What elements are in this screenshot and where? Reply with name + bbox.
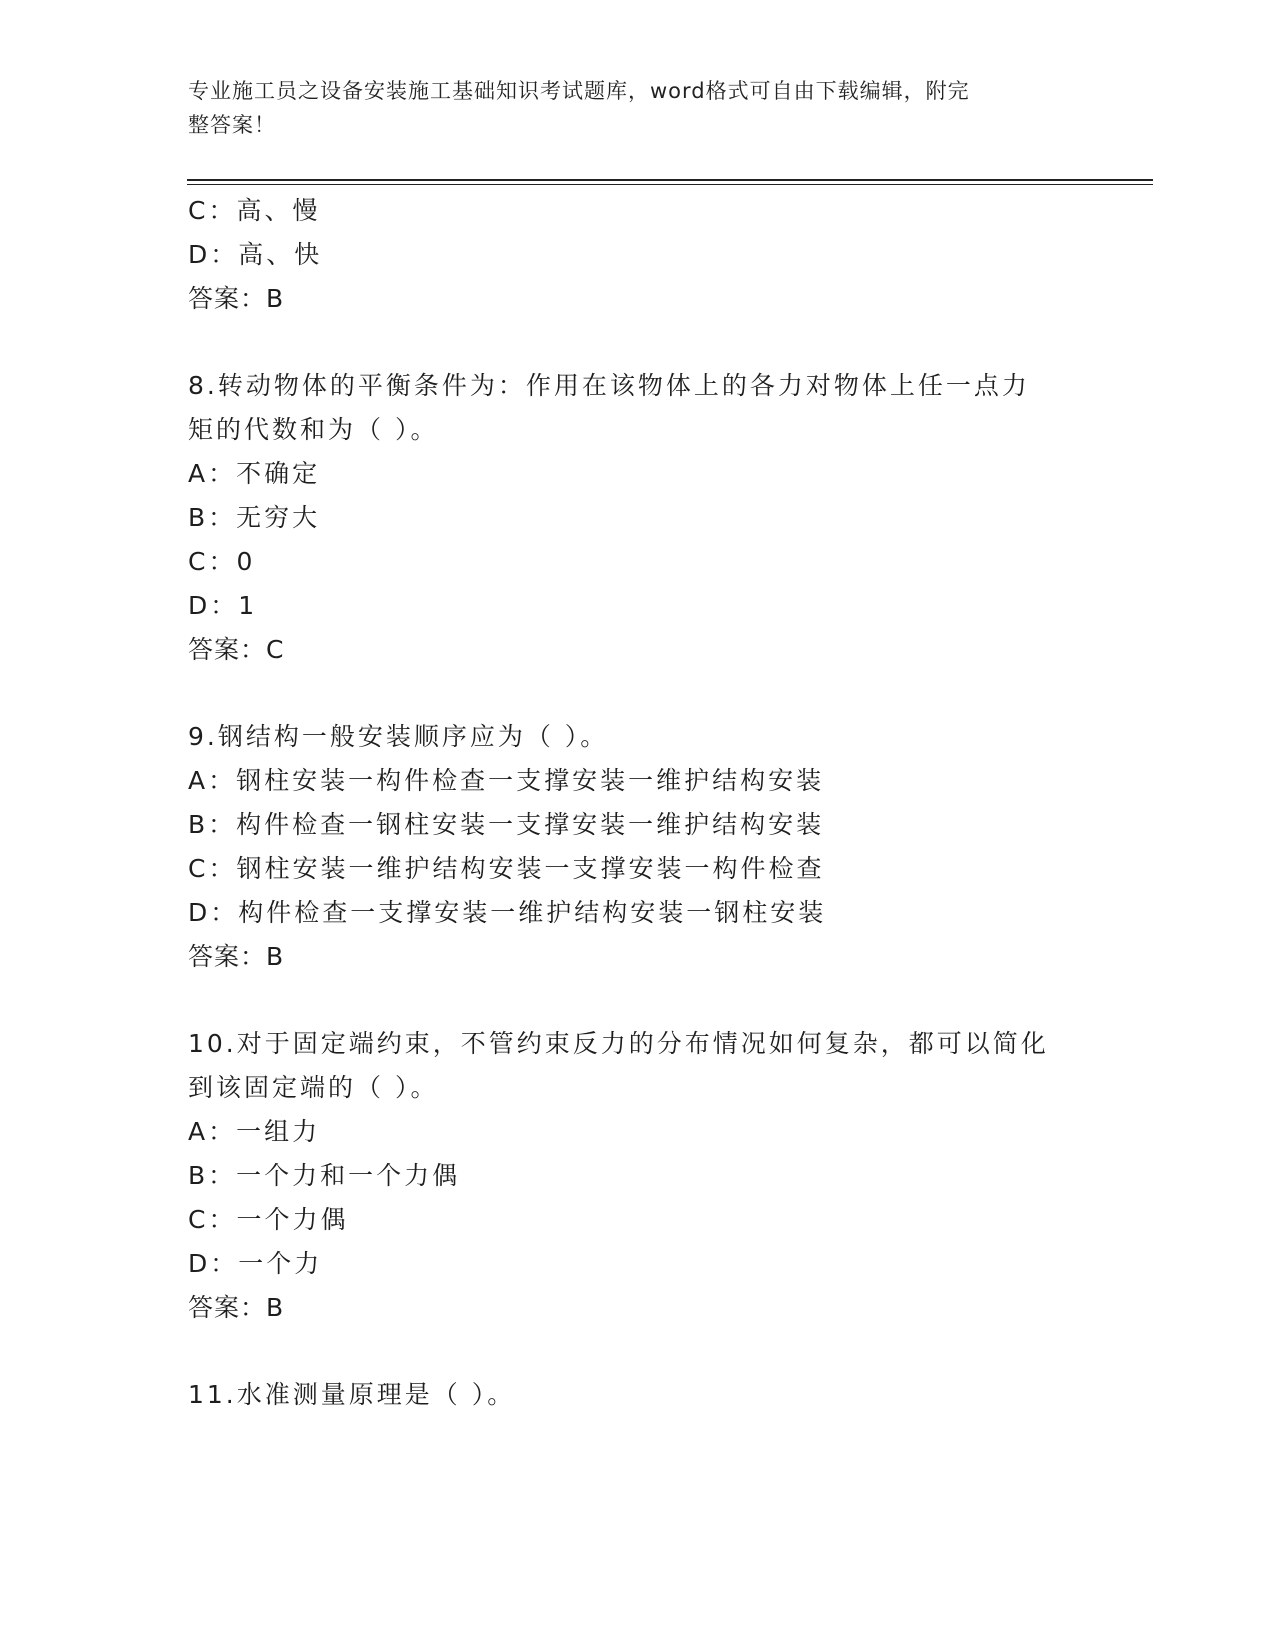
- q8-option-c: C：0: [188, 547, 256, 576]
- q10-stem-line-2: 到该固定端的（ ）。: [188, 1073, 439, 1102]
- q8-stem-line-1: 8.转动物体的平衡条件为：作用在该物体上的各力对物体上任一点力: [188, 371, 1030, 400]
- q8-stem-line-2: 矩的代数和为（ ）。: [188, 415, 439, 444]
- q10-option-a: A：一组力: [188, 1117, 321, 1146]
- q7-answer: 答案：B: [188, 284, 285, 313]
- q10-option-c: C：一个力偶: [188, 1205, 349, 1234]
- header-line-1: 专业施工员之设备安装施工基础知识考试题库，word格式可自由下载编辑，附完: [188, 79, 970, 103]
- q9-option-d: D：构件检查一支撑安装一维护结构安装一钢柱安装: [188, 898, 827, 927]
- q10-option-b: B：一个力和一个力偶: [188, 1161, 461, 1190]
- q8-option-d: D：1: [188, 591, 258, 620]
- q10-option-d: D：一个力: [188, 1249, 323, 1278]
- q9-option-c: C：钢柱安装一维护结构安装一支撑安装一构件检查: [188, 854, 825, 883]
- header-divider-thin: [187, 184, 1153, 185]
- q9-option-a: A：钢柱安装一构件检查一支撑安装一维护结构安装: [188, 766, 825, 795]
- q7-option-c: C：高、慢: [188, 196, 321, 225]
- header-line-2: 整答案！: [188, 113, 276, 137]
- q10-answer: 答案：B: [188, 1293, 285, 1322]
- q8-option-a: A：不确定: [188, 459, 321, 488]
- q9-answer: 答案：B: [188, 942, 285, 971]
- q9-option-b: B：构件检查一钢柱安装一支撑安装一维护结构安装: [188, 810, 825, 839]
- q8-answer: 答案：C: [188, 635, 285, 664]
- q9-stem: 9.钢结构一般安装顺序应为（ ）。: [188, 722, 609, 751]
- q11-stem: 11.水准测量原理是（ ）。: [188, 1380, 516, 1409]
- q7-option-d: D：高、快: [188, 240, 323, 269]
- q10-stem-line-1: 10.对于固定端约束，不管约束反力的分布情况如何复杂，都可以简化: [188, 1029, 1049, 1058]
- header-divider-thick: [187, 179, 1153, 181]
- document-header: [188, 74, 1068, 142]
- q8-option-b: B：无穷大: [188, 503, 321, 532]
